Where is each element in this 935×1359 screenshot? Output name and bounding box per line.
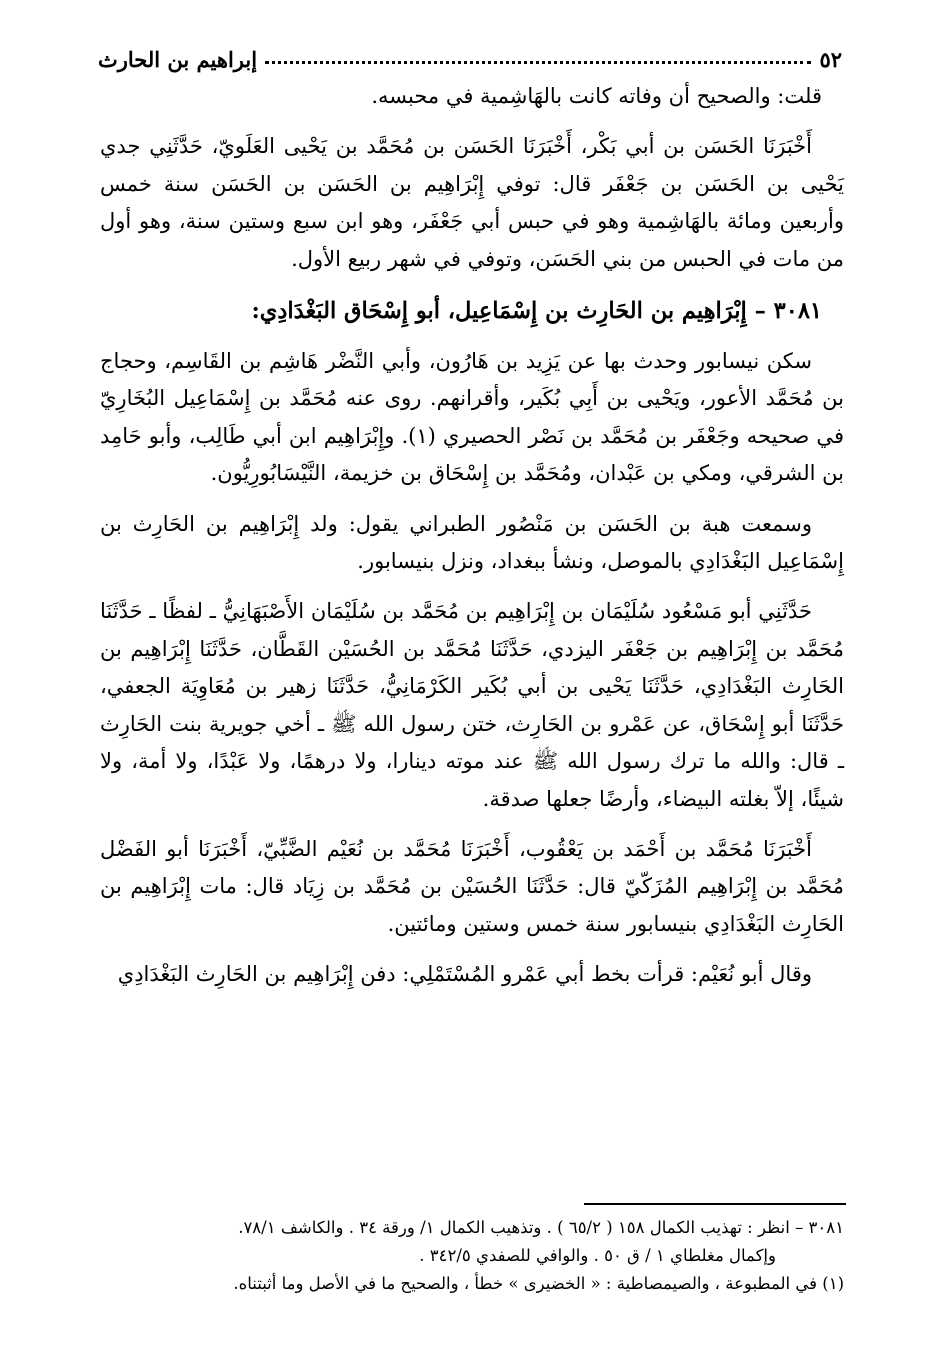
main-text [100, 78, 844, 1007]
footnote-1: (١) في المطبوعة ، والصيمصاطية : « الخضيرى » خطأ ، والصحيح ما في الأصل وما أثبتناه. [233, 1274, 844, 1293]
running-title: إبراهيم بن الحارث [98, 47, 258, 72]
paragraph-4: وسمعت هبة بن الحَسَن بن مَنْصُور الطبراني يقول: ولد إِبْرَاهِيم بن الحَارِث بن إِسْمَاعِيل البَغْدَادِي بالموصل، ونشأ ببغداد، ونزل بنيسابور. [100, 511, 844, 574]
footnote-separator [584, 1203, 846, 1205]
paragraph-5: حَدَّثَنِي أبو مَسْعُود سُلَيْمَان بن إِبْرَاهِيم بن مُحَمَّد بن سُلَيْمَان الأَصْبَهَانِيُّ ـ لفظًا ـ حَدَّثَنَا مُحَمَّد بن إِبْرَاهِيم بن جَعْفَر اليزدي، حَدَّثَنَا مُحَمَّد بن الحُسَيْن القَطَّان، حَدَّثَنَا إِبْرَاهِيم بن الحَارِث البَغْدَادِي، حَدَّثَنَا يَحْيى بن أبي بُكَير الكَرْمَانِيُّ، حَدَّثَنَا زهير بن مُعَاوِيَة الجعفي، حَدَّثَنَا أبو إِسْحَاق، عن عَمْرو بن الحَارِث، ختن رسول الله ﷺ ـ أخي جويرية بنت الحَارِث ـ قال: والله ما ترك رسول الله ﷺ عند موته دينارا، ولا درهمًا، ولا عَبْدًا، ولا أمة، ولا شيئًا، إلاّ بغلته البيضاء، وأرضًا جعلها صدقة. [100, 599, 844, 811]
paragraph-3: سكن نيسابور وحدث بها عن يَزِيد بن هَارُون، وأبي النَّضْر هَاشِم بن القَاسِم، وحجاج بن مُحَمَّد الأعور، ويَحْيى بن أَبِي بُكَير، وأقرانهم. روى عنه مُحَمَّد بن إِسْمَاعِيل البُخَارِيّ في صحيحه وجَعْفَر بن مُحَمَّد بن نَصْر الحصيري (١). وإِبْرَاهِيم ابن أبي طَالِب، وأبو حَامِد بن الشرقي، ومكي بن عَبْدان، ومُحَمَّد بن إِسْحَاق بن خزيمة، النَّيْسَابُورِيُّون. [100, 349, 844, 486]
paragraph-2: أَخْبَرَنَا الحَسَن بن أبي بَكْر، أَخْبَرَنَا الحَسَن بن مُحَمَّد بن يَحْيى العَلَويّ، حَدَّثَنِي جدي يَحْيى بن الحَسَن بن جَعْفَر قال: توفي إِبْرَاهِيم بن الحَسَن بن الحَسَن سنة خمس وأربعين ومائة بالهَاشِمية وهو في حبس أبي جَعْفَر، وهو ابن سبع وستين سنة، وهو أول من مات في الحبس من بني الحَسَن، وتوفي في شهر ربيع الأول. [100, 134, 844, 271]
footnote-sources-line-2: وإكمال مغلطاي ١ / ق ٥٠ . والوافي للصفدي ٣٤٢/٥ . [419, 1246, 776, 1265]
page-number: ٥٢ [819, 47, 842, 72]
paragraph-1: قلت: والصحيح أن وفاته كانت بالهَاشِمية في محبسه. [371, 84, 822, 108]
footnote-sources-line-1: ٣٠٨١ – انظر : تهذيب الكمال ١٥٨ ( ٦٥/٢ ) . وتذهيب الكمال ١/ ورقة ٣٤ . والكاشف ٧٨/١. [238, 1218, 844, 1237]
entry-heading: ٣٠٨١ – إِبْرَاهِيم بن الحَارِث بن إِسْمَاعِيل، أبو إِسْحَاق البَغْدَادِي: [251, 298, 822, 325]
footnotes [98, 1214, 844, 1298]
page-header [98, 26, 842, 70]
paragraph-7: وقال أبو نُعَيْم: قرأت بخط أبي عَمْرو المُسْتَمْلِي: دفن إِبْرَاهِيم بن الحَارِث البَغْدَادِي [117, 962, 812, 987]
paragraph-6: أَخْبَرَنَا مُحَمَّد بن أَحْمَد بن يَعْقُوب، أَخْبَرَنَا مُحَمَّد بن نُعَيْم الضَّبِّيّ، أَخْبَرَنَا أبو الفَضْل مُحَمَّد بن إِبْرَاهِيم المُزَكّيّ قال: حَدَّثَنَا الحُسَيْن بن مُحَمَّد بن زِيَاد قال: مات إِبْرَاهِيم بن الحَارِث البَغْدَادِي بنيسابور سنة خمس وستين ومائتين. [100, 836, 844, 936]
header-dotted-leader [265, 61, 811, 64]
